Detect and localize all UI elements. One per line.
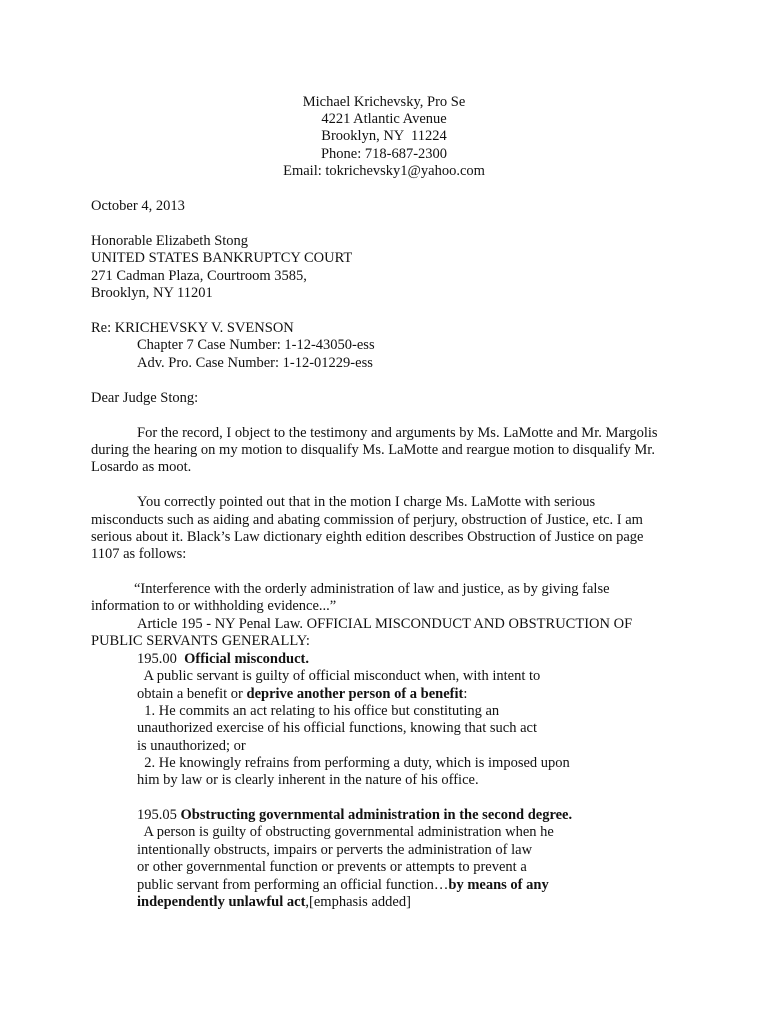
- re-adv: Adv. Pro. Case Number: 1-12-01229-ess: [137, 355, 373, 371]
- emphasis-run: by means of any: [448, 877, 549, 893]
- salutation: Dear Judge Stong:: [91, 390, 199, 406]
- section-19500-line: 2. He knowingly refrains from performing a duty, which is imposed upon: [137, 755, 570, 771]
- recipient-address: 271 Cadman Plaza, Courtroom 3585,: [91, 268, 307, 284]
- recipient-name: Honorable Elizabeth Stong: [91, 233, 249, 249]
- para2-line: 1107 as follows:: [91, 546, 187, 562]
- emphasis-run: independently unlawful act: [137, 894, 306, 910]
- section-19505-line: or other governmental function or prevents or attempts to prevent a: [137, 859, 527, 875]
- letter-date: October 4, 2013: [91, 198, 185, 214]
- section-19505-heading: [137, 807, 572, 824]
- re-line: Re: KRICHEVSKY V. SVENSON: [91, 320, 294, 336]
- emphasis-run: deprive another person of a benefit: [246, 686, 464, 702]
- section-number: 195.00: [137, 651, 177, 667]
- section-19505-line: A person is guilty of obstructing governmental administration when he: [137, 824, 554, 840]
- text-run: obtain a benefit or: [137, 686, 247, 702]
- para1-line: during the hearing on my motion to disqualify Ms. LaMotte and reargue motion to disqualify Mr.: [91, 442, 655, 458]
- article-title: Article 195 - NY Penal Law. OFFICIAL MISCONDUCT AND OBSTRUCTION OF: [137, 616, 633, 632]
- text-run: :: [463, 686, 468, 702]
- para2-line: You correctly pointed out that in the motion I charge Ms. LaMotte with serious: [137, 494, 596, 510]
- section-title: Obstructing governmental administration in the second degree.: [180, 807, 573, 823]
- section-19505-line: [137, 877, 549, 894]
- section-title: Official misconduct.: [184, 651, 309, 667]
- sender-street: 4221 Atlantic Avenue: [321, 111, 447, 127]
- quote-line: information to or withholding evidence...”: [91, 598, 337, 614]
- section-19500-line: [137, 686, 467, 703]
- section-19500-line: 1. He commits an act relating to his office but constituting an: [137, 703, 500, 719]
- section-19500-line: him by law or is clearly inherent in the nature of his office.: [137, 772, 479, 788]
- sender-phone: Phone: 718-687-2300: [320, 146, 448, 162]
- sender-city: Brooklyn, NY 11224: [321, 128, 447, 144]
- section-19505-line: intentionally obstructs, impairs or perverts the administration of law: [137, 842, 533, 858]
- sender-name: Michael Krichevsky, Pro Se: [302, 94, 466, 110]
- para2-line: misconducts such as aiding and abating commission of perjury, obstruction of Justice, etc. I am: [91, 512, 643, 528]
- para1-line: For the record, I object to the testimony and arguments by Ms. LaMotte and Mr. Margolis: [137, 425, 658, 441]
- section-19500-line: is unauthorized; or: [137, 738, 246, 754]
- recipient-court: UNITED STATES BANKRUPTCY COURT: [91, 250, 353, 266]
- article-title: PUBLIC SERVANTS GENERALLY:: [91, 633, 310, 649]
- para2-line: serious about it. Black’s Law dictionary eighth edition describes Obstruction of Justice on page: [91, 529, 644, 545]
- text-run: ,[emphasis added]: [305, 894, 411, 910]
- section-19500-line: unauthorized exercise of his official functions, knowing that such act: [137, 720, 537, 736]
- text-run: public servant from performing an official function…: [137, 877, 449, 893]
- re-chapter: Chapter 7 Case Number: 1-12-43050-ess: [137, 337, 375, 353]
- para1-line: Losardo as moot.: [91, 459, 192, 475]
- quote-line: “Interference with the orderly administration of law and justice, as by giving false: [134, 581, 610, 597]
- recipient-city: Brooklyn, NY 11201: [91, 285, 213, 301]
- section-number: 195.05: [137, 807, 177, 823]
- section-19500-heading: [137, 651, 309, 668]
- section-19500-line: A public servant is guilty of official misconduct when, with intent to: [137, 668, 541, 684]
- section-19505-line: [137, 894, 411, 911]
- sender-email: Email: tokrichevsky1@yahoo.com: [283, 163, 485, 179]
